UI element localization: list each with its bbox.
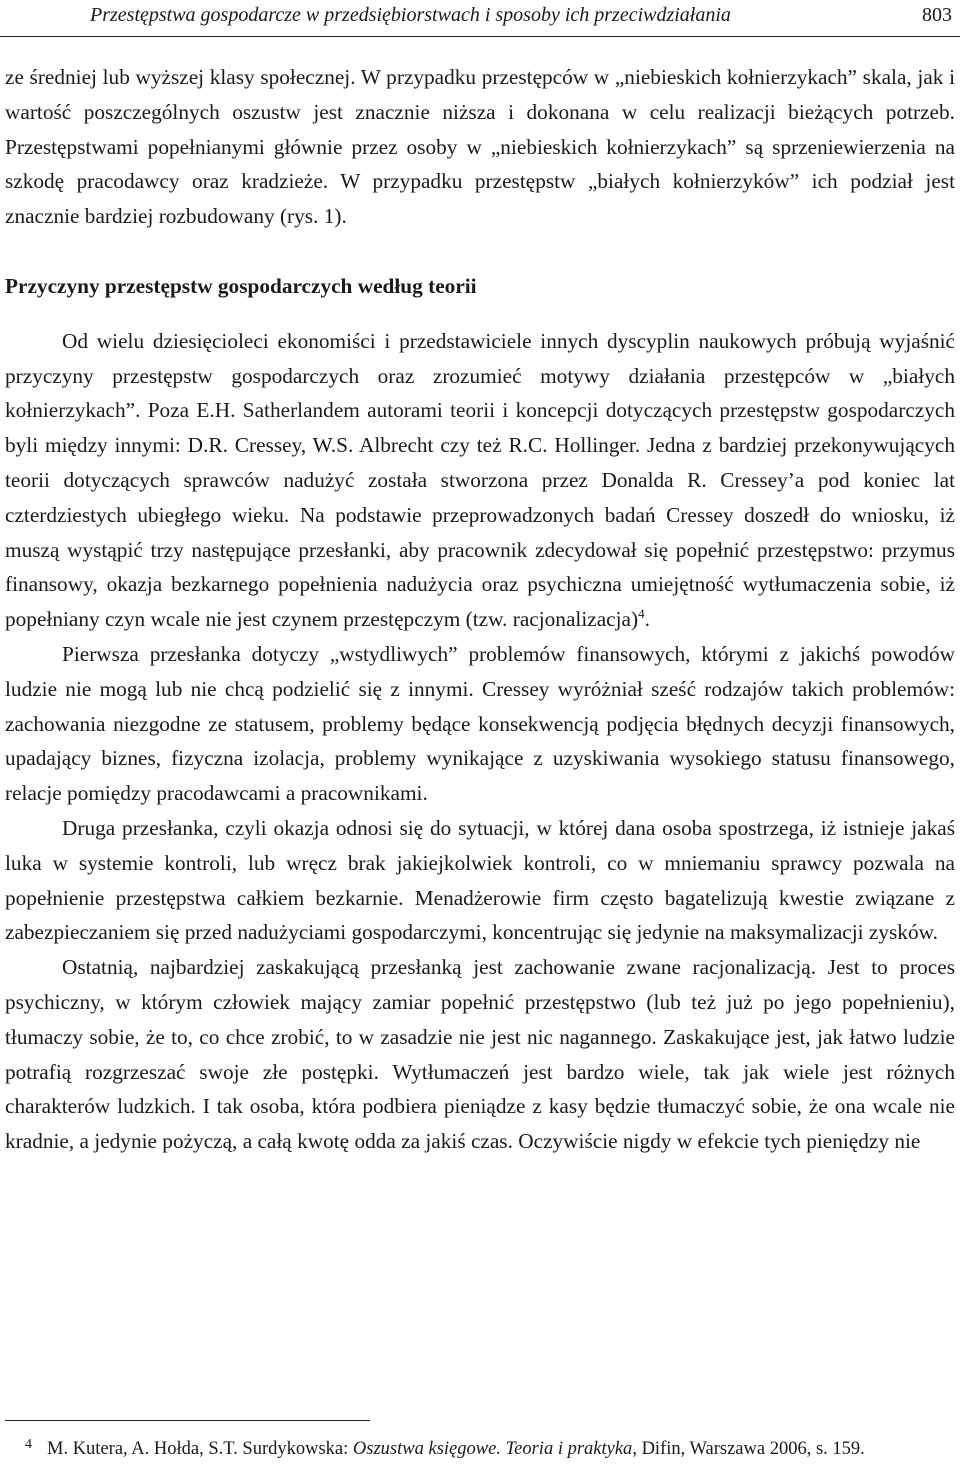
- header-rule: [0, 36, 960, 37]
- section-heading: Przyczyny przestępstw gospodarczych według teorii: [5, 273, 477, 298]
- footnote-rule: [5, 1420, 370, 1421]
- running-header-title: Przestępstwa gospodarcze w przedsiębiorstwach i sposoby ich przeciwdziałania: [90, 4, 731, 26]
- running-header: [0, 0, 960, 30]
- footnote-marker: 4: [25, 1437, 32, 1452]
- paragraph-continued: ze średniej lub wyższej klasy społecznej. W przypadku przestępców w „niebieskich kołnierzykach” skala, jak i wartość poszczególnych oszustw jest znacznie niższa i dokonana w celu realizacji bieżących potrzeb. Przestępstwami popełnianymi głównie przez osoby w „niebieskich kołnierzykach” są sprzeniewierzenia na szkodę pracodawcy oraz kradzieże. W przypadku przestępstw „białych kołnierzyków” ich podział jest znacznie bardziej rozbudowany (rys. 1).: [5, 65, 955, 229]
- footnote-authors: M. Kutera, A. Hołda, S.T. Surdykowska:: [47, 1439, 353, 1459]
- paragraph-text: Od wielu dziesięcioleci ekonomiści i przedstawiciele innych dyscyplin naukowych próbują wyjaśnić przyczyny przestępstw gospodarczych oraz zrozumieć motywy działania przestępców w „białych kołnierzykach”. Poza E.H. Satherlandem autorami teorii i koncepcji dotyczących przestępstw gospodarczych byli między innymi: D.R. Cressey, W.S. Albrecht czy też R.C. Hollinger. Jedna z bardziej przekonywujących teorii dotyczących sprawców nadużyć została stworzona przez Donalda R. Cressey’a pod koniec lat czterdziestych ubiegłego wieku. Na podstawie przeprowadzonych badań Cressey doszedł do wniosku, iż muszą wystąpić trzy następujące przesłanki, aby pracownik zdecydował się popełnić przestępstwo: przymus finansowy, okazja bezkarnego popełnienia nadużycia oraz psychiczna umiejętność wytłumaczenia sobie, iż popełniany czyn wcale nie jest czynem przestępczym (tzw. racjonalizacja): [5, 328, 955, 632]
- paragraph-end: .: [644, 607, 650, 632]
- footnote: [5, 1432, 955, 1462]
- page-number: 803: [922, 4, 952, 26]
- footnote-reference[interactable]: 4: [638, 606, 645, 622]
- body-text: [5, 60, 955, 1159]
- footnote-title: Oszustwa księgowe. Teoria i praktyka: [352, 1439, 633, 1459]
- paragraph: Ostatnią, najbardziej zaskakującą przesłanką jest zachowanie zwane racjonalizacją. Jest to proces psychiczny, w którym człowiek mający zamiar popełnić przestępstwo (lub też już po jego popełnieniu), tłumaczy sobie, że to, co chce zrobić, to w zasadzie nie jest nic nagannego. Zaskakujące jest, jak łatwo ludzie potrafią rozgrzeszać swoje złe postępki. Wytłumaczeń jest bardzo wiele, tak jak wiele jest różnych charakterów ludzkich. I tak osoba, która podbiera pieniądze z kasy będzie tłumaczyć sobie, że ona wcale nie kradnie, a jedynie pożyczą, a całą kwotę odda za jakiś czas. Oczywiście nigdy w efekcie tych pieniędzy nie: [5, 955, 955, 1154]
- paragraph: Druga przesłanka, czyli okazja odnosi się do sytuacji, w której dana osoba spostrzega, iż istnieje jakaś luka w systemie kontroli, lub wręcz brak jakiejkolwiek kontroli, co w mniemaniu sprawcy pozwala na popełnienie przestępstwa całkiem bezkarnie. Menadżerowie firm często bagatelizują kwestie związane z zabezpieczaniem się przed nadużyciami gospodarczymi, koncentrując się jedynie na maksymalizacji zysków.: [5, 815, 955, 945]
- footnote-publisher: , Difin, Warszawa 2006, s. 159.: [632, 1439, 865, 1459]
- paragraph: [5, 324, 955, 637]
- paragraph: Pierwsza przesłanka dotyczy „wstydliwych” problemów finansowych, którymi z jakichś powodów ludzie nie mogą lub nie chcą podzielić się z innymi. Cressey wyróżniał sześć rodzajów takich problemów: zachowania niezgodne ze statusem, problemy będące konsekwencją podjęcia błędnych decyzji finansowych, upadający biznes, fizyczna izolacja, problemy wynikające z uzyskiwania wysokiego statusu finansowego, relacje pomiędzy pracodawcami a pracownikami.: [5, 641, 955, 806]
